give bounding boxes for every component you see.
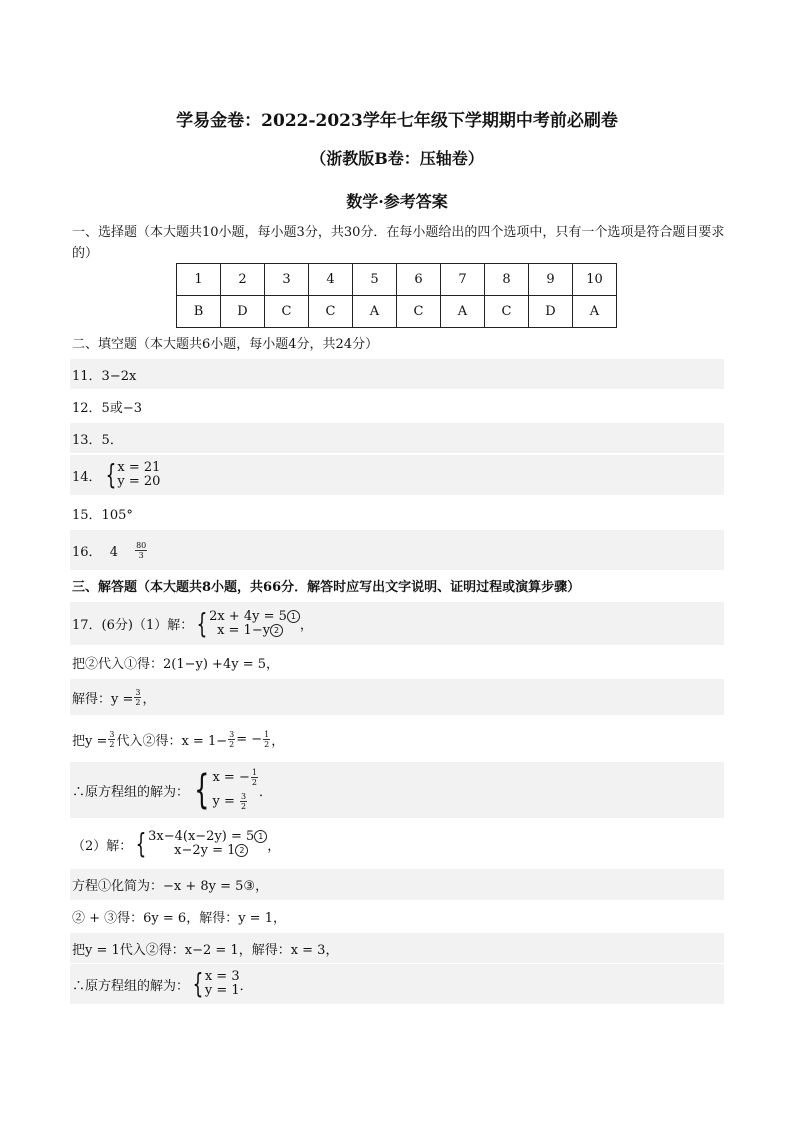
circled-number: 1 [254, 830, 267, 843]
table-cell: D [529, 296, 573, 328]
brace-icon: { [192, 967, 204, 1000]
circled-number: 1 [287, 610, 300, 623]
brace-icon: { [135, 827, 147, 860]
table-cell: 10 [573, 264, 617, 296]
q17-solution2: ∴原方程组的解为： { x = 3 y = 1 ． [70, 964, 724, 1004]
fraction [135, 541, 147, 560]
system-line: 2x + 4y = 5 1 [209, 610, 300, 624]
system-line: y = 20 [117, 474, 161, 489]
q17-step1: 把②代入①得：2(1−y) +4y = 5， [72, 656, 279, 672]
brace-icon: { [194, 767, 210, 813]
table-cell: 2 [221, 264, 265, 296]
table-cell: C [485, 296, 529, 328]
table-cell: A [441, 296, 485, 328]
equation-system [193, 606, 300, 640]
table-cell: B [177, 296, 221, 328]
answer-table [176, 263, 617, 328]
table-cell: D [221, 296, 265, 328]
answer-15: 15．105° [72, 507, 133, 523]
section1-heading: 一、选择题（本大题共10小题，每小题3分，共30分．在每小题给出的四个选项中，只有一个选项是符合题目要求的） [72, 225, 725, 261]
table-cell: 6 [397, 264, 441, 296]
q17-solution1: ∴原方程组的解为： { x = − $\frac{1}{2}$ y = $\frac{3}{2}$ ． [70, 762, 724, 818]
table-cell: 8 [485, 264, 529, 296]
answer-16-label: 16． 4 [72, 544, 119, 560]
q17-part2-row: （2）解： { 3x−4(x−2y) = 5 1 x−2y = 1 2 ， [72, 827, 281, 860]
q17-step4: 方程①化简为：−x + 8y = 5③， [70, 869, 724, 900]
system-line: x = 1−y 2 [209, 624, 300, 638]
equation-system [189, 766, 259, 814]
table-cell: C [309, 296, 353, 328]
table-cell: 5 [353, 264, 397, 296]
fraction: $\frac{3}{2}$ [240, 792, 247, 811]
table-cell: 1 [177, 264, 221, 296]
q17-step6: 把y = 1代入②得：x−2 = 1，解得：x = 3， [70, 933, 724, 963]
fraction-denominator: 3 [138, 550, 144, 560]
equation-system [189, 967, 240, 1000]
table-cell: C [265, 296, 309, 328]
page-subtitle: （浙教版B卷：压轴卷） [310, 149, 484, 168]
fraction: $\frac{3}{2}$ [135, 687, 141, 707]
answer-13: 13．5． [70, 423, 724, 453]
q17-step2: 解得：y = $\frac{3}{2}$ ， [70, 679, 724, 715]
answer-table-numbers [177, 264, 617, 296]
answer-14 [70, 455, 724, 495]
table-cell: 4 [309, 264, 353, 296]
brace-icon: { [196, 606, 208, 640]
system-line: 3x−4(x−2y) = 5 1 [148, 830, 267, 844]
system-line: x−2y = 1 2 [148, 844, 267, 858]
circled-number: 2 [235, 844, 248, 857]
table-cell: 3 [265, 264, 309, 296]
answer-16 [70, 530, 724, 570]
answer-12: 12．5或−3 [72, 400, 142, 416]
equation-system [132, 827, 267, 860]
equation-system [102, 458, 161, 491]
fraction: $\frac{1}{2}$ [251, 768, 257, 787]
circled-number: 2 [270, 624, 283, 637]
doc-type: 数学·参考答案 [346, 192, 448, 211]
system-line: y = $\frac{3}{2}$ [212, 792, 247, 811]
fraction-numerator: 80 [136, 540, 147, 550]
fraction: $\frac{1}{2}$ [264, 729, 270, 749]
page-title: 学易金卷：2022-2023学年七年级下学期期中考前必刷卷 [176, 111, 618, 131]
table-cell: A [573, 296, 617, 328]
answer-14-label: 14． [72, 469, 102, 485]
q17-intro-row: 17．(6分)（1）解： { 2x + 4y = 5 1 x = 1−y 2 ， [70, 602, 724, 645]
system-line: x = 3 [204, 969, 240, 984]
fraction: $\frac{3}{2}$ [109, 729, 115, 749]
table-cell: C [397, 296, 441, 328]
table-cell: 7 [441, 264, 485, 296]
system-line: y = 1 [204, 983, 240, 998]
table-cell: 9 [529, 264, 573, 296]
section2-heading: 二、填空题（本大题共6小题，每小题4分，共24分） [72, 337, 379, 352]
system-line: x = 21 [117, 460, 161, 475]
system-line: x = − $\frac{1}{2}$ [212, 768, 257, 787]
answer-11: 11．3−2x [70, 359, 724, 389]
section3-heading: 三、解答题（本大题共8小题，共66分．解答时应写出文字说明、证明过程或演算步骤） [72, 580, 581, 595]
q17-intro: 17．(6分)（1）解： [72, 618, 194, 633]
q17-step5: ② + ③得：6y = 6，解得：y = 1， [72, 911, 286, 926]
fraction: $\frac{3}{2}$ [229, 729, 235, 749]
answer-table-answers [177, 296, 617, 328]
q17-step3: 把y = $\frac{3}{2}$ 代入②得：x = 1− $\frac{3}{2}$ = − $\frac{1}{2}$ ， [72, 729, 285, 749]
brace-icon: { [105, 458, 116, 491]
table-cell: A [353, 296, 397, 328]
